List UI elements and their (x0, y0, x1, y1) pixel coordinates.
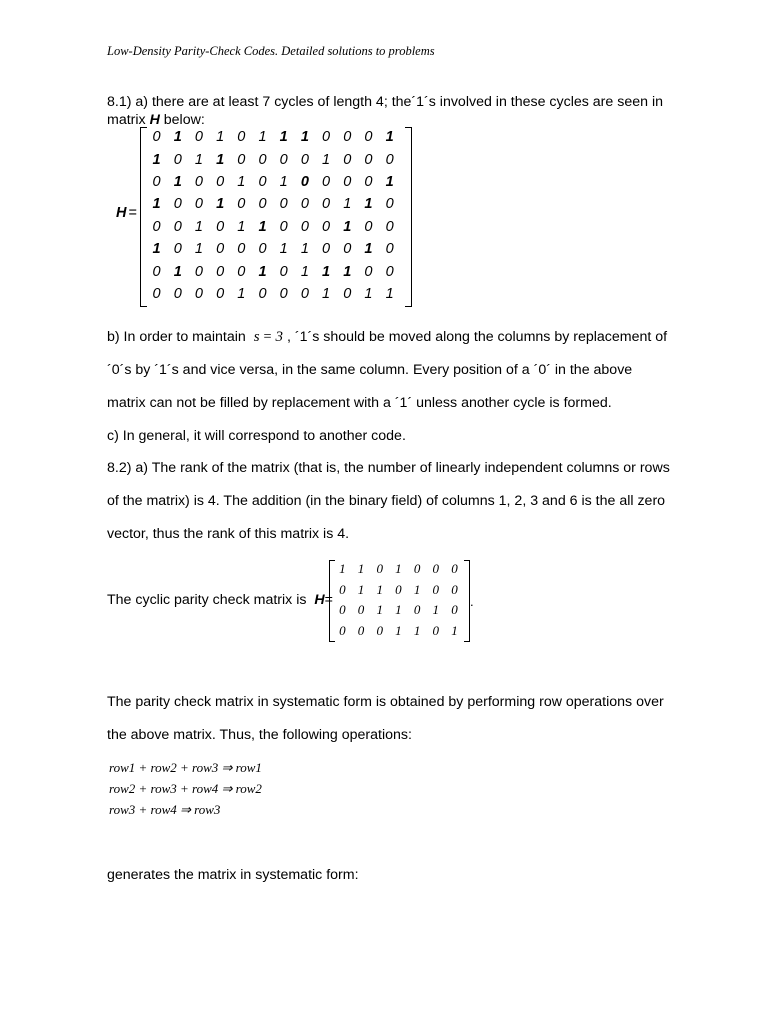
matrix-entry: 0 (413, 561, 421, 577)
matrix-entry: 1 (237, 173, 246, 190)
matrix-entry: 1 (385, 173, 394, 190)
matrix-entry: 0 (258, 173, 267, 190)
matrix-entry: 1 (279, 173, 288, 190)
matrix-entry: 1 (216, 196, 225, 213)
matrix-entry: 1 (432, 602, 440, 618)
matrix-entry: 0 (173, 285, 182, 302)
matrix2-h: H (314, 592, 325, 608)
matrix1-grid (146, 126, 400, 305)
matrix-entry: 0 (279, 218, 288, 235)
matrix-entry: 1 (376, 602, 383, 618)
matrix-entry: 0 (385, 151, 394, 168)
matrix-entry: 1 (376, 581, 383, 597)
matrix-entry: 1 (395, 561, 402, 577)
right-bracket (405, 127, 412, 307)
matrix-entry: 0 (152, 263, 161, 280)
matrix-entry: 0 (258, 241, 267, 258)
matrix-row (146, 193, 400, 215)
matrix2-equals: = (324, 592, 333, 608)
matrix-entry: 0 (194, 129, 203, 146)
matrix-entry: 0 (258, 196, 267, 213)
matrix-entry: 1 (413, 623, 421, 639)
matrix-entry: 1 (343, 218, 352, 235)
matrix-entry: 1 (152, 196, 161, 213)
matrix-entry: 0 (300, 196, 309, 213)
matrix-entry: 0 (343, 151, 352, 168)
line2-post: below: (163, 112, 205, 128)
matrix-entry: 0 (343, 129, 352, 146)
matrix-row (146, 238, 400, 260)
matrix-entry: 0 (364, 263, 373, 280)
matrix-entry: 1 (395, 602, 402, 618)
matrix-entry: 0 (300, 173, 309, 190)
matrix-entry: 1 (258, 218, 267, 235)
matrix-entry: 0 (173, 196, 182, 213)
matrix-entry: 0 (413, 602, 421, 618)
matrix-entry: 0 (173, 241, 182, 258)
matrix-entry: 0 (237, 263, 246, 280)
line2-pre: matrix (107, 112, 146, 128)
matrix-entry: 0 (279, 285, 288, 302)
cyclic-text-line (107, 590, 333, 610)
matrix1 (140, 125, 412, 309)
cyclic-text: The cyclic parity check matrix is (107, 592, 307, 608)
matrix-entry: 1 (279, 129, 288, 146)
math-s: s (253, 329, 260, 345)
matrix-entry: 0 (451, 561, 458, 577)
matrix-entry: 0 (152, 129, 161, 146)
matrix1-h: H (116, 205, 127, 221)
matrix-entry: 1 (413, 581, 421, 597)
matrix-entry: 1 (364, 196, 373, 213)
matrix-entry: 0 (216, 218, 225, 235)
matrix-entry: 1 (258, 129, 267, 146)
part-b-line3: matrix can not be filled by replacement with a ´1´ unless another cycle is formed. (107, 395, 612, 411)
matrix-entry: 0 (322, 241, 331, 258)
matrix-entry: 1 (237, 285, 246, 302)
generates-line: generates the matrix in systematic form: (107, 867, 359, 883)
matrix-entry: 0 (376, 623, 383, 639)
matrix-entry: 0 (343, 241, 352, 258)
matrix-entry: 0 (258, 285, 267, 302)
matrix-entry: 0 (194, 173, 203, 190)
matrix-entry: 1 (279, 241, 288, 258)
matrix-entry: 0 (152, 173, 161, 190)
matrix-entry: 0 (364, 218, 373, 235)
matrix-entry: 0 (194, 263, 203, 280)
matrix-entry: 1 (152, 151, 161, 168)
matrix-entry: 0 (322, 129, 331, 146)
matrix-entry: 0 (343, 285, 352, 302)
matrix-entry: 0 (152, 218, 161, 235)
part-b-line2: ´0´s by ´1´s and vice versa, in the same column. Every position of a ´0´ in the above (107, 362, 633, 378)
matrix-entry: 0 (216, 241, 225, 258)
part-b-post: , ´1´s should be moved along the columns by replacement of (286, 329, 668, 345)
matrix-entry: 1 (258, 263, 267, 280)
matrix-entry: 1 (237, 218, 246, 235)
matrix-entry: 0 (357, 602, 365, 618)
problem-8-1-line1: 8.1) a) there are at least 7 cycles of length 4; the´1´s involved in these cycles are seen in (107, 94, 663, 110)
matrix2-grid (333, 559, 464, 641)
matrix-entry: 1 (194, 218, 203, 235)
matrix-entry: 1 (385, 285, 394, 302)
matrix-entry: 0 (432, 581, 440, 597)
matrix-entry: 1 (300, 263, 309, 280)
matrix-entry: 1 (357, 561, 365, 577)
matrix-entry: 1 (451, 623, 458, 639)
problem-8-2-line2: of the matrix) is 4. The addition (in the binary field) of columns 1, 2, 3 and 6 is the all zero (107, 493, 666, 509)
matrix-entry: 0 (216, 285, 225, 302)
part-c-line: c) In general, it will correspond to another code. (107, 428, 406, 444)
matrix-entry: 0 (451, 602, 458, 618)
matrix-entry: 0 (364, 129, 373, 146)
matrix-entry: 0 (364, 151, 373, 168)
matrix-entry: 1 (216, 129, 225, 146)
matrix-entry: 0 (216, 263, 225, 280)
operation-3: row3 + row4 ⇒ row3 (109, 802, 221, 817)
matrix-entry: 0 (322, 218, 331, 235)
matrix-h-symbol: H (149, 112, 160, 128)
matrix-entry: 0 (357, 623, 365, 639)
matrix-entry: 1 (322, 151, 331, 168)
matrix-entry: 0 (451, 581, 458, 597)
matrix-entry: 1 (322, 263, 331, 280)
matrix-entry: 1 (322, 285, 331, 302)
matrix2-trailing-period: . (470, 594, 474, 609)
matrix-entry: 1 (152, 241, 161, 258)
operation-1: row1 + row2 + row3 ⇒ row1 (109, 760, 262, 775)
operation-2: row2 + row3 + row4 ⇒ row2 (109, 781, 262, 796)
matrix-row (146, 171, 400, 193)
matrix-entry: 1 (385, 129, 394, 146)
matrix-entry: 0 (339, 581, 346, 597)
matrix2 (329, 559, 470, 643)
matrix-entry: 0 (385, 196, 394, 213)
matrix-row (146, 216, 400, 238)
matrix-entry: 0 (258, 151, 267, 168)
matrix-entry: 1 (339, 561, 346, 577)
problem-8-2-line1: 8.2) a) The rank of the matrix (that is, the number of linearly independent columns or rows (107, 460, 670, 476)
matrix-entry: 1 (300, 129, 309, 146)
math-eq: = (263, 329, 272, 345)
matrix-row (333, 580, 464, 601)
matrix-entry: 0 (216, 173, 225, 190)
matrix-entry: 0 (339, 602, 346, 618)
matrix-entry: 0 (173, 218, 182, 235)
systematic-line1: The parity check matrix in systematic form is obtained by performing row operations over (107, 694, 664, 710)
matrix-entry: 0 (194, 285, 203, 302)
matrix-row (146, 283, 400, 305)
matrix-entry: 0 (343, 173, 352, 190)
matrix-entry: 0 (385, 241, 394, 258)
part-b-line1 (107, 327, 668, 347)
matrix-entry: 0 (279, 151, 288, 168)
matrix-row (333, 600, 464, 621)
matrix-entry: 1 (343, 196, 352, 213)
matrix-entry: 0 (432, 561, 440, 577)
page-header: Low-Density Parity-Check Codes. Detailed solutions to problems (107, 44, 435, 58)
matrix-entry: 0 (376, 561, 383, 577)
part-b-pre: b) In order to maintain (107, 329, 246, 345)
matrix-row (333, 559, 464, 580)
systematic-line2: the above matrix. Thus, the following operations: (107, 727, 412, 743)
matrix-entry: 1 (173, 173, 182, 190)
matrix-entry: 0 (322, 196, 331, 213)
matrix-entry: 1 (343, 263, 352, 280)
matrix-entry: 0 (237, 196, 246, 213)
matrix-entry: 1 (216, 151, 225, 168)
matrix-entry: 0 (173, 151, 182, 168)
matrix-entry: 0 (279, 196, 288, 213)
matrix-entry: 1 (300, 241, 309, 258)
matrix1-equals: = (128, 205, 137, 221)
matrix-entry: 0 (300, 151, 309, 168)
matrix-entry: 0 (364, 173, 373, 190)
matrix-entry: 1 (357, 581, 365, 597)
matrix-entry: 0 (194, 196, 203, 213)
matrix-entry: 0 (300, 218, 309, 235)
matrix-entry: 0 (432, 623, 440, 639)
matrix-row (146, 260, 400, 282)
matrix-entry: 1 (364, 241, 373, 258)
matrix-entry: 1 (364, 285, 373, 302)
matrix-entry: 0 (152, 285, 161, 302)
problem-8-2-line3: vector, thus the rank of this matrix is 4. (107, 526, 350, 542)
matrix-entry: 1 (194, 151, 203, 168)
matrix-entry: 1 (395, 623, 402, 639)
matrix-row (333, 621, 464, 642)
math-3: 3 (275, 329, 284, 345)
matrix-row (146, 148, 400, 170)
matrix-entry: 0 (385, 218, 394, 235)
matrix-entry: 0 (322, 173, 331, 190)
matrix-entry: 1 (173, 129, 182, 146)
matrix-entry: 1 (173, 263, 182, 280)
matrix-entry: 0 (279, 263, 288, 280)
matrix-entry: 0 (237, 129, 246, 146)
matrix-entry: 0 (237, 151, 246, 168)
matrix-entry: 0 (237, 241, 246, 258)
matrix-entry: 0 (395, 581, 402, 597)
matrix-entry: 0 (339, 623, 346, 639)
matrix1-label (116, 205, 137, 221)
matrix-entry: 1 (194, 241, 203, 258)
matrix-entry: 0 (385, 263, 394, 280)
matrix-row (146, 126, 400, 148)
matrix-entry: 0 (300, 285, 309, 302)
